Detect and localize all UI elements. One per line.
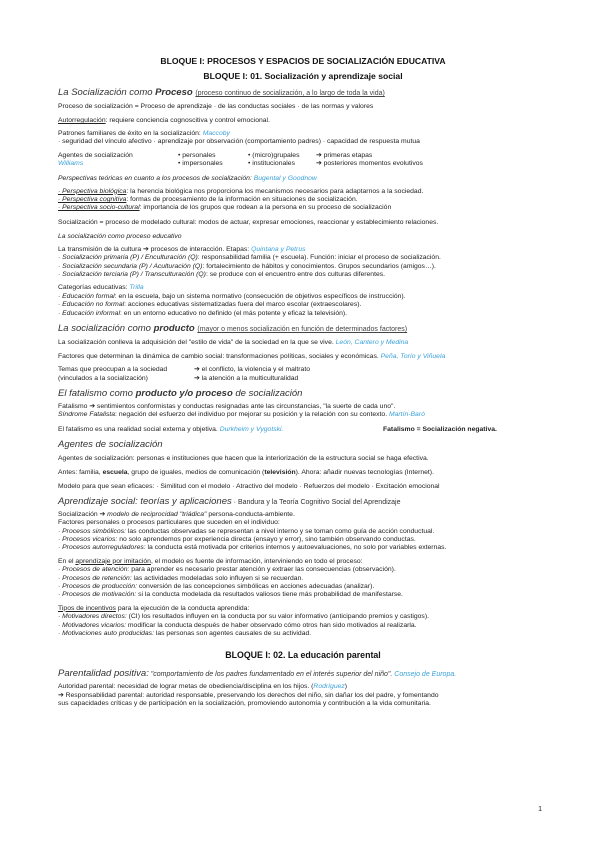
heading-fatalismo: El fatalismo como producto y/o proceso de socialización bbox=[58, 387, 303, 399]
paragraph: La socialización conlleva la adquisición del "estilo de vida" de la sociedad en la que se vive. León, Cantero y Medina bbox=[58, 339, 409, 347]
section-title-parental: BLOQUE I: 02. La educación parental bbox=[225, 650, 381, 661]
categories-list: Categorías educativas: Trilla · Educación formal: en la escuela, bajo un sistema normativo (consecución de objetivos específicos de instrucción). · Educación no formal: acciones educativas sistematizadas fuera del marco escolar (extraescolares). · Educación informal: en un entorno educativo no definido (el más potente y eficaz la televisión). bbox=[58, 284, 406, 317]
paragraph: Agentes de socialización: personas e instituciones que hacen que la interiorización de la estructura social se haga efectiva. bbox=[58, 454, 429, 462]
paragraph: Autorregulación: requiere conciencia cognoscitiva y control emocional. bbox=[58, 117, 270, 124]
page-content bbox=[58, 56, 548, 714]
social-learning-list: Socialización ➔ modelo de reciprocidad "triádica" persona-conducta-ambiente. Factores personales o procesos particulares que suceden en el individuo: · Procesos simbólicos: las conductas observadas se representan a nivel interno y se toman como guía de acción conductual. · Procesos vicarios: no solo aprendemos por experiencia directa (ensayo y error), sino también observando conductas. · Procesos autorreguladores: la conducta está motivada por criterios internos y autoevaluaciones, no solo por variables externas. bbox=[58, 510, 447, 552]
section-title: BLOQUE I: 01. Socialización y aprendizaje social bbox=[203, 71, 403, 81]
heading-socializacion-producto: La socialización como producto (mayor o menos socialización en función de determinados factores) bbox=[58, 323, 408, 335]
subheading: La socialización como proceso educativo bbox=[58, 232, 182, 240]
imitation-list: En el aprendizaje por imitación, el modelo es fuente de información, interviniendo en todo el proceso: · Procesos de atención: para aprender es necesario prestar atención y extraer las consecuencias (observación). · Procesos de retención: las actividades modeladas solo influyen si se recuerdan. · Procesos de producción: conversión de las concepciones simbólicas en acciones adecuadas (analizar). · Procesos de motivación: si la conducta modelada da resultados valiosos tiene más probabilidad de manifestarse. bbox=[58, 557, 403, 599]
parental-authority: Autoridad parental: necesidad de lograr metas de obediencia/disciplina en los hijos. (Rodríguez) ➔ Responsabilidad parental: autoridad responsable, preservando los derechos del niño, sin dañar los del padre, y fomentando sus capacidades críticas y de participación en la socialización, promoviendo autonomía y contribución a la vida comunitaria. bbox=[58, 683, 439, 708]
perspectives-list: · Perspectiva biológica: la herencia biológica nos proporciona los mecanismos necesarios para adaptarnos a la sociedad. · Perspectiva cognitiva: formas de procesamiento de la información en situaciones de socialización. · Perspectiva socio-cultural: importancia de los grupos que rodean a la persona en su proceso de socialización bbox=[58, 187, 424, 212]
paragraph: El fatalismo es una realidad social externa y objetiva. Durkheim y Vygotski. Fatalismo = Socialización negativa. bbox=[58, 425, 497, 433]
topics-table: Temas que preocupan a la sociedad ➔ el conflicto, la violencia y el maltrato (vinculados a la socialización) ➔ la atención a la multiculturalidad bbox=[58, 366, 311, 382]
paragraph: Antes: familia, escuela, grupo de iguales, medios de comunicación (televisión). Ahora: añadir nuevas tecnologías (Internet). bbox=[58, 468, 434, 476]
heading-socializacion-proceso: La Socialización como Proceso (proceso continuo de socialización, a lo largo de toda la vida) bbox=[58, 87, 385, 98]
paragraph: Proceso de socialización = Proceso de aprendizaje · de las conductas sociales · de las normas y valores bbox=[58, 103, 374, 110]
paragraph: Fatalismo ➔ sentimientos conformistas y conductas resignadas ante las circunstancias, "la suerte de cada uno". Síndrome Fatalista: negación del esfuerzo del individuo por mejorar su posición y la relación con su contexto. Martín-Baró bbox=[58, 402, 425, 419]
heading-aprendizaje-social: Aprendizaje social: teorías y aplicaciones · Bandura y la Teoría Cognitivo Social del Aprendizaje bbox=[58, 495, 401, 507]
paragraph: Modelo para que sean eficaces: · Similitud con el modelo · Atractivo del modelo · Refuerzos del modelo · Excitación emocional bbox=[58, 482, 440, 490]
culture-list: La transmisión de la cultura ➔ procesos de interacción. Etapas: Quintana y Petrus · Socialización primaria (P) / Enculturación (Q): responsabilidad familia (+ escuela). Función: iniciar el proceso de socialización. · Socialización secundaria (P) / Aculturación (Q): fortalecimiento de hábitos y conocimientos. Grupos secundarios (amigos…). · Socialización terciaria (P) / Transculturación (Q): se produce con el encuentro entre dos culturas diferentes. bbox=[58, 245, 441, 279]
agents-table: Agentes de socialización • personales • (micro)grupales ➔ primeras etapas Williams • impersonales • institucionales ➔ posteriores momentos evolutivos bbox=[58, 151, 423, 168]
doc-title: BLOQUE I: PROCESOS Y ESPACIOS DE SOCIALIZACIÓN EDUCATIVA bbox=[160, 56, 446, 66]
page-number: 1 bbox=[538, 806, 542, 813]
paragraph: Factores que determinan la dinámica de cambio social: transformaciones políticas, sociales y económicas. Peña, Torío y Viñuela bbox=[58, 353, 446, 361]
heading-agentes: Agentes de socialización bbox=[58, 438, 163, 450]
heading-parentalidad: Parentalidad positiva: "comportamiento de los padres fundamentado en el interés superior del niño". Consejo de Europa. bbox=[58, 668, 457, 680]
incentives-list: Tipos de incentivos para la ejecución de la conducta aprendida: · Motivadores directos: (CI) los resultados influyen en la conducta por su valor informativo (anticipando premios y castigos). · Motivadores vicarios: modificar la conducta después de haber observado cómo otros han sido motivados al realizarla. · Motivaciones auto producidas: las personas son agentes causales de su actividad. bbox=[58, 604, 429, 637]
paragraph: Socialización = proceso de modelado cultural: modos de actuar, expresar emociones, reaccionar y establecimiento relaciones. bbox=[58, 218, 439, 226]
paragraph: Patrones familiares de éxito en la socialización: Maccoby · seguridad del vínculo afectivo · aprendizaje por observación (comportamiento padres) · capacidad de respuesta mutua bbox=[58, 130, 420, 146]
paragraph: Perspectivas teóricas en cuanto a los procesos de socialización: Bugental y Goodnow bbox=[58, 174, 317, 182]
